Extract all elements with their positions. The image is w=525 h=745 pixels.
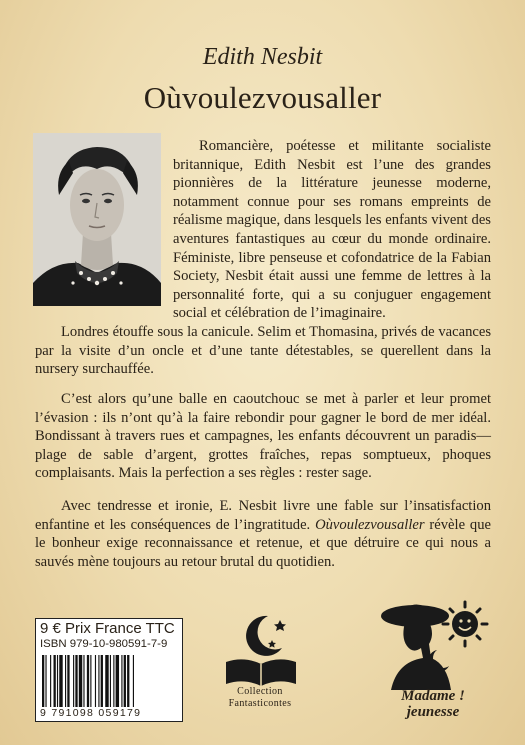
price-isbn-box	[35, 618, 183, 722]
isbn-label: ISBN 979-10-980591-7-9	[40, 638, 168, 650]
barcode-number: 9 791098 059179	[40, 707, 142, 719]
publisher-label: Madame ! jeunesse	[401, 688, 465, 720]
blurb-paragraph-1: Londres étouffe sous la canicule. Selim et Thomasina, privés de vacances par la visite d’un oncle et d’une tante détestables, se querellent dans la nursery surchauffée.	[35, 324, 491, 378]
price-label: 9 € Prix France TTC	[40, 620, 175, 637]
author-bio: Romancière, poétesse et militante socialiste britannique, Edith Nesbit est l’une des grandes pionnières de la littérature jeunesse moderne, notamment connue pour ses romans empreints de réalisme magique, dans lesquels les enfants vivent des aventures fantastiques au cœur du monde ordinaire. Féministe, libre penseuse et cofondatrice de la Fabian Society, Nesbit était aussi une femme de lettres à la personnalité forte, qui a su conjuguer engagement social et célébration de l’imaginaire.	[173, 138, 491, 322]
author-portrait	[33, 133, 161, 306]
book-title: Oùvoulezvousaller	[143, 80, 382, 115]
madame-jeunesse-logo-icon	[377, 594, 489, 690]
blurb-paragraph-2: C’est alors qu’une balle en caoutchouc se met à parler et leur promet l’évasion : ils n’ont qu’à la faire rebondir pour gagner le bord de mer idéal. Bondissant à travers rues et campagnes, les enfants découvrent un paradis— plage de sable d’argent, grottes fraîches, repas somptueux, phoques complaisants. Mais la perfection a ses règles : rester sage.	[35, 391, 491, 482]
blurb-paragraph-3: Avec tendresse et ironie, E. Nesbit livre une fable sur l’insatisfaction enfantine et les conséquences de l’ingratitude. Oùvoulezvousaller révèle que le bonheur exige reconnaissance et retenue, et que détruire ce qui nous a sauvés mène toujours au retour brutal du quotidien.	[35, 498, 491, 570]
collection-label: Collection Fantasticontes	[228, 686, 292, 709]
author-name: Edith Nesbit	[202, 44, 323, 70]
title-mention: Oùvoulezvousaller	[315, 516, 425, 533]
barcode	[40, 653, 178, 709]
